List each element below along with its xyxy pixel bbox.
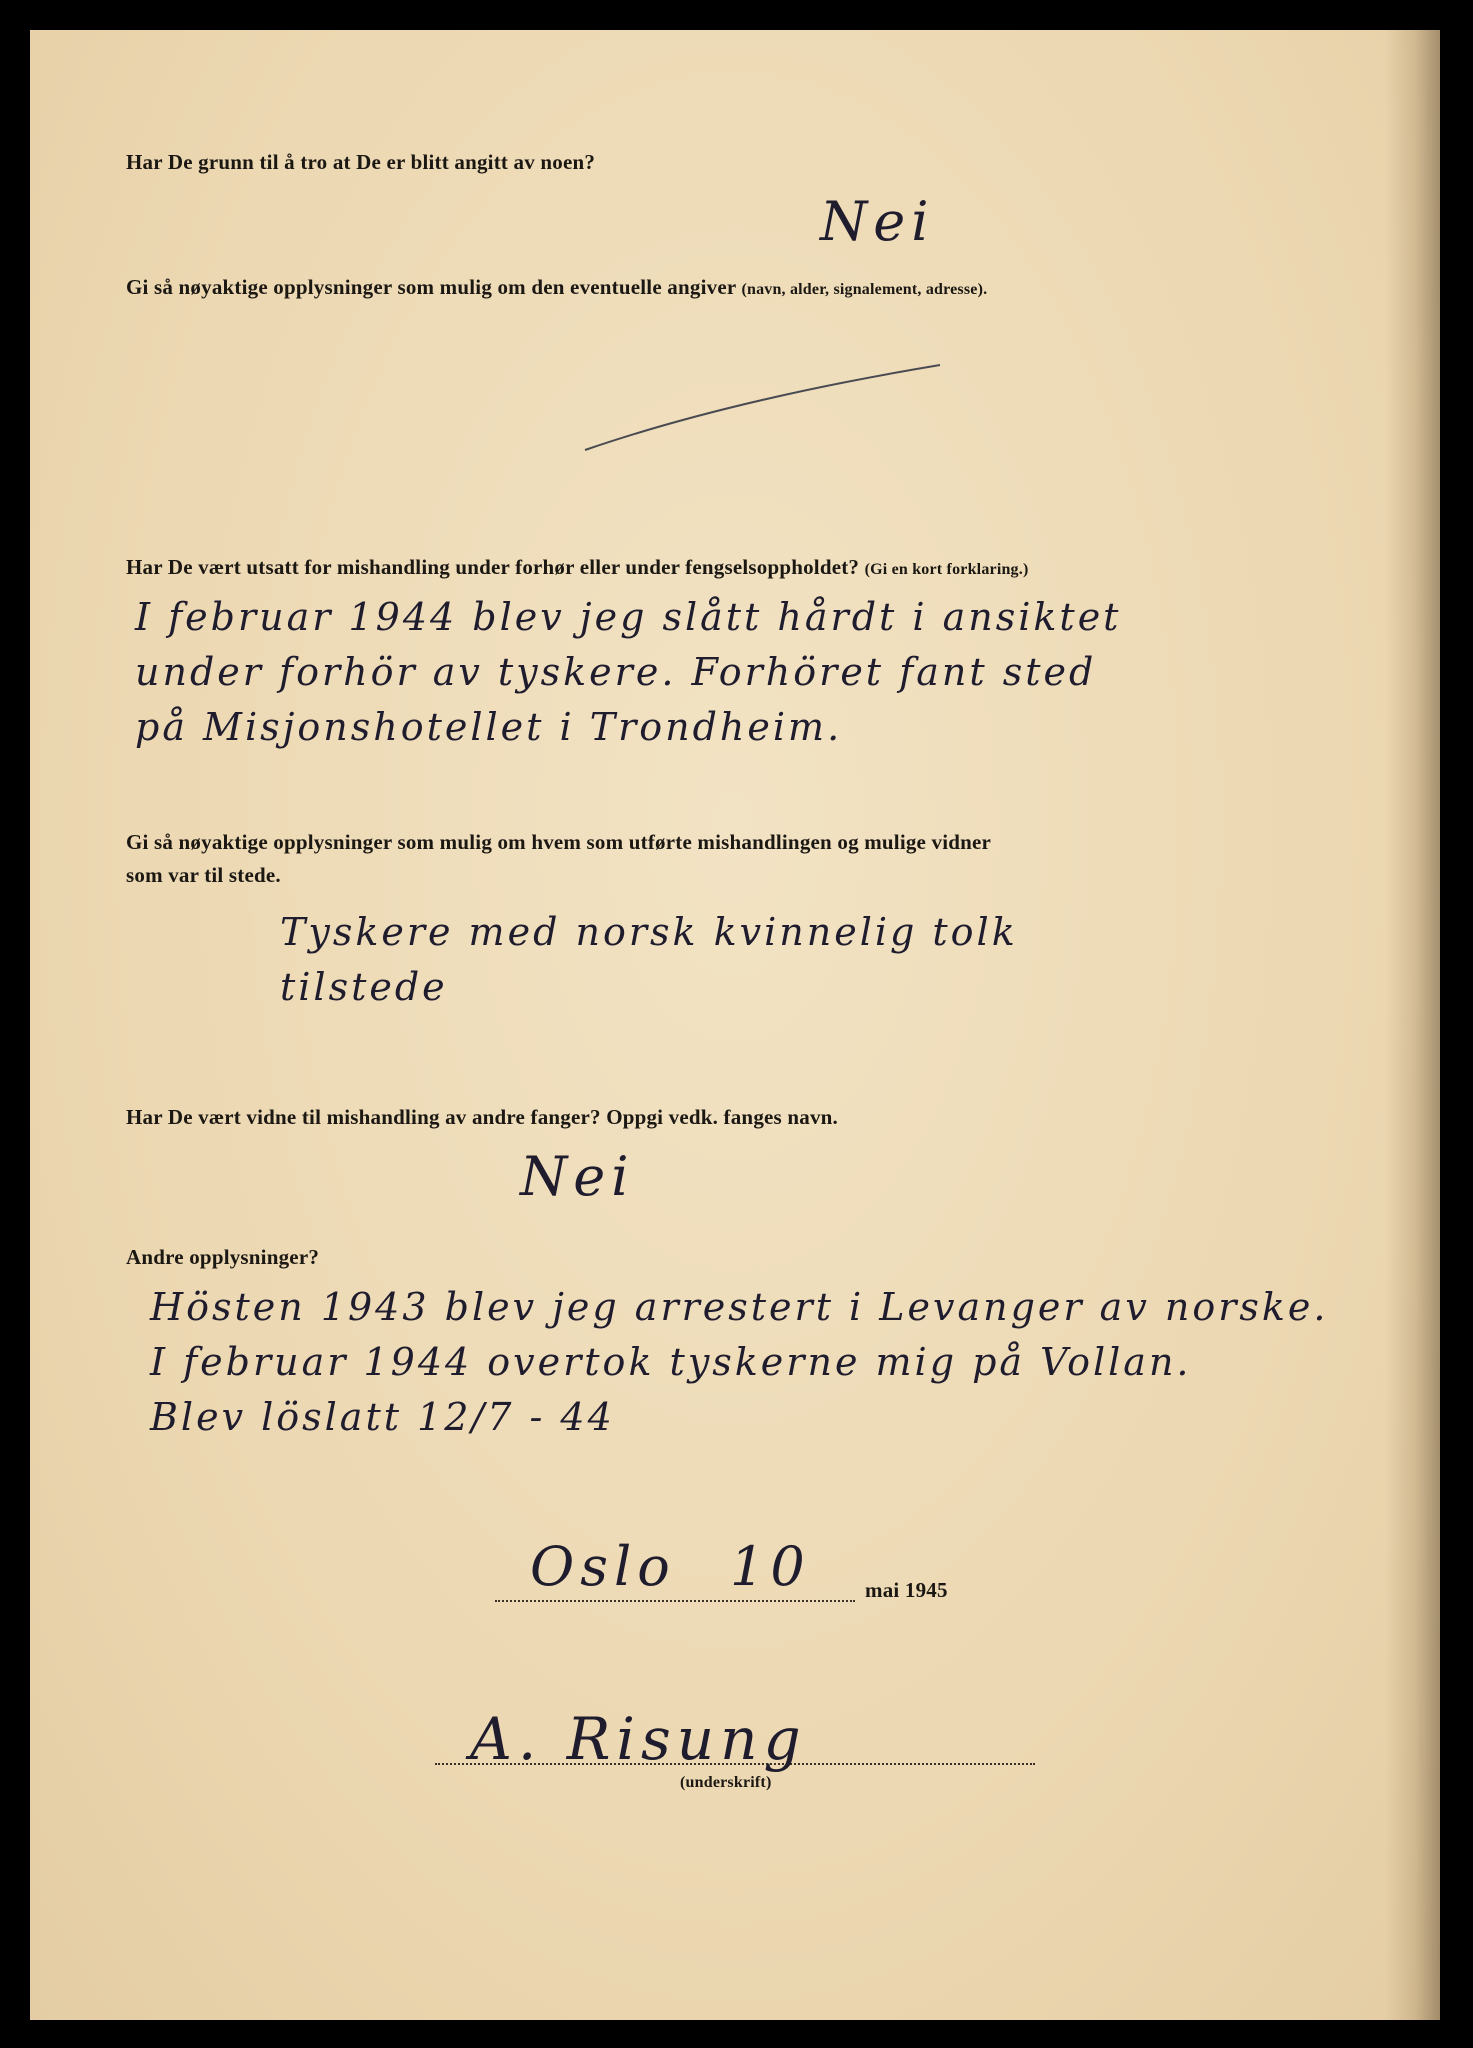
answer-informed: Nei (820, 190, 935, 253)
question-informant-note: (navn, alder, signalement, adresse). (741, 281, 988, 298)
signature-handwritten: A. Risung (470, 1705, 807, 1773)
question-informant-text: Gi så nøyaktige opplysninger som mulig om den eventuelle angiver (126, 275, 736, 299)
question-mistreatment-note: (Gi en kort forklaring.) (864, 561, 1029, 578)
answer-mistreatment-line-2: under forhör av tyskere. Forhöret fant sted (135, 650, 1097, 694)
day-handwritten: 10 (730, 1535, 811, 1598)
answer-perpetrators-line-2: tilstede (280, 965, 448, 1009)
place-handwritten: Oslo (530, 1535, 676, 1598)
answer-mistreatment-line-3: på Misjonshotellet i Trondheim. (135, 705, 843, 749)
question-mistreatment-text: Har De vært utsatt for mishandling under forhør eller under fengselsoppholdet? (126, 555, 860, 579)
question-witness: Har De vært vidne til mishandling av andre fanger? Oppgi vedk. fanges navn. (126, 1105, 838, 1129)
answer-other-line-3: Blev löslatt 12/7 - 44 (150, 1395, 615, 1439)
date-dotted-line (495, 1600, 855, 1602)
dash-answer-line (585, 365, 940, 450)
question-perpetrators-line-1: Gi så nøyaktige opplysninger som mulig om hvem som utførte mishandlingen og mulige vidner (126, 830, 992, 854)
paper-sheet (30, 30, 1440, 2020)
question-mistreatment (126, 555, 1029, 580)
answer-other-line-2: I februar 1944 overtok tyskerne mig på Vollan. (150, 1340, 1192, 1384)
answer-witness: Nei (520, 1145, 635, 1208)
question-informed: Har De grunn til å tro at De er blitt angitt av noen? (126, 150, 596, 174)
question-perpetrators-line-2: som var til stede. (126, 863, 281, 887)
month-year-printed: mai 1945 (865, 1578, 948, 1602)
answer-perpetrators-line-1: Tyskere med norsk kvinnelig tolk (280, 910, 1018, 954)
answer-mistreatment-line-1: I februar 1944 blev jeg slått hårdt i ansiktet (135, 595, 1122, 639)
answer-other-line-1: Hösten 1943 blev jeg arrestert i Levanger av norske. (150, 1285, 1329, 1329)
signature-label: (underskrift) (680, 1774, 772, 1791)
question-other-info: Andre opplysninger? (126, 1245, 320, 1269)
